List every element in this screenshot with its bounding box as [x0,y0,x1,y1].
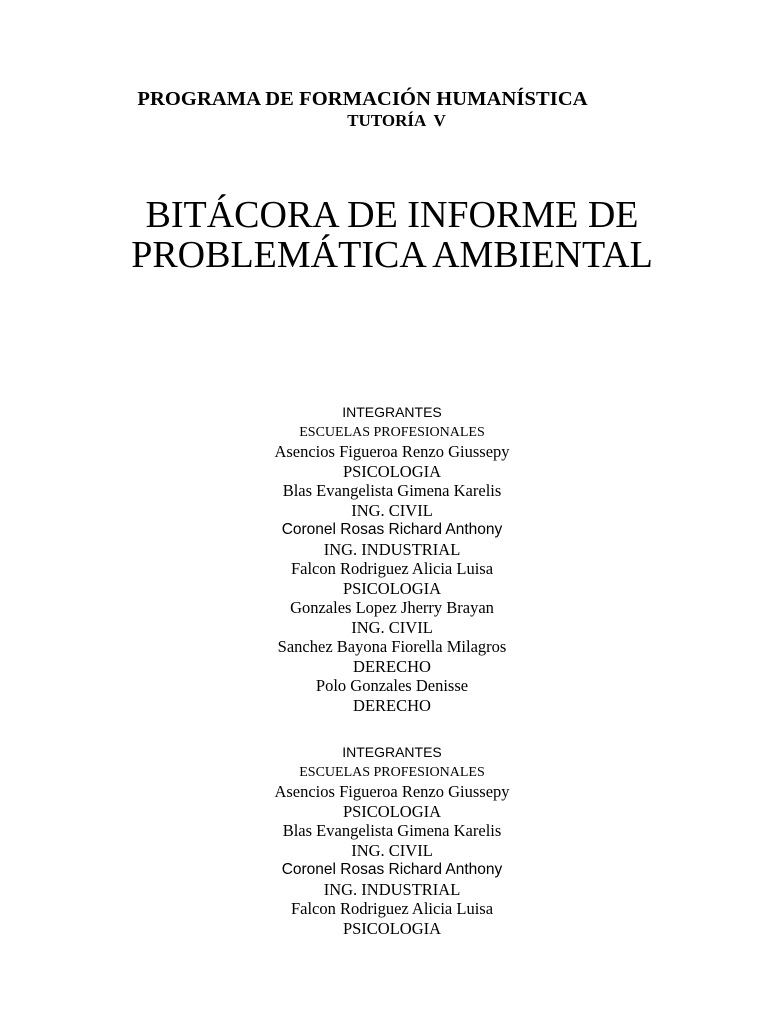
member-name: Asencios Figueroa Renzo Giussepy [274,442,510,461]
member-school: DERECHO [353,695,431,715]
member-school: DERECHO [353,656,431,676]
member-school: ING. CIVIL [351,840,433,860]
member-school: ING. CIVIL [351,617,433,637]
escuelas-label: ESCUELAS PROFESIONALES [299,424,485,440]
tutoria-subtitle: TUTORÍA V [347,111,446,130]
member-school: PSICOLOGIA [342,918,442,938]
document-title-line-2: PROBLEMÁTICA AMBIENTAL [131,234,653,276]
document-title-line-1: BITÁCORA DE INFORME DE [145,194,639,236]
member-name: Polo Gonzales Denisse [315,676,469,695]
member-name: Gonzales Lopez Jherry Brayan [290,598,494,617]
members-group-1 [0,403,768,715]
members-group-2 [0,743,768,938]
program-title: PROGRAMA DE FORMACIÓN HUMANÍSTICA [137,88,588,110]
integrantes-label: INTEGRANTES [342,744,442,760]
member-name: Coronel Rosas Richard Anthony [281,861,503,878]
escuelas-label: ESCUELAS PROFESIONALES [299,764,485,780]
member-school: PSICOLOGIA [342,461,442,481]
member-name: Falcon Rodriguez Alicia Luisa [290,559,494,578]
member-name: Falcon Rodriguez Alicia Luisa [290,899,494,918]
member-school: ING. INDUSTRIAL [323,539,461,559]
member-school: ING. INDUSTRIAL [323,879,461,899]
member-school: PSICOLOGIA [342,801,442,821]
member-name: Blas Evangelista Gimena Karelis [282,821,502,840]
member-name: Asencios Figueroa Renzo Giussepy [274,782,510,801]
integrantes-label: INTEGRANTES [342,404,442,420]
member-name: Blas Evangelista Gimena Karelis [282,481,502,500]
document-title [0,195,768,275]
member-name: Coronel Rosas Richard Anthony [281,521,503,538]
member-school: ING. CIVIL [351,500,433,520]
member-name: Sanchez Bayona Fiorella Milagros [277,637,507,656]
member-school: PSICOLOGIA [342,578,442,598]
